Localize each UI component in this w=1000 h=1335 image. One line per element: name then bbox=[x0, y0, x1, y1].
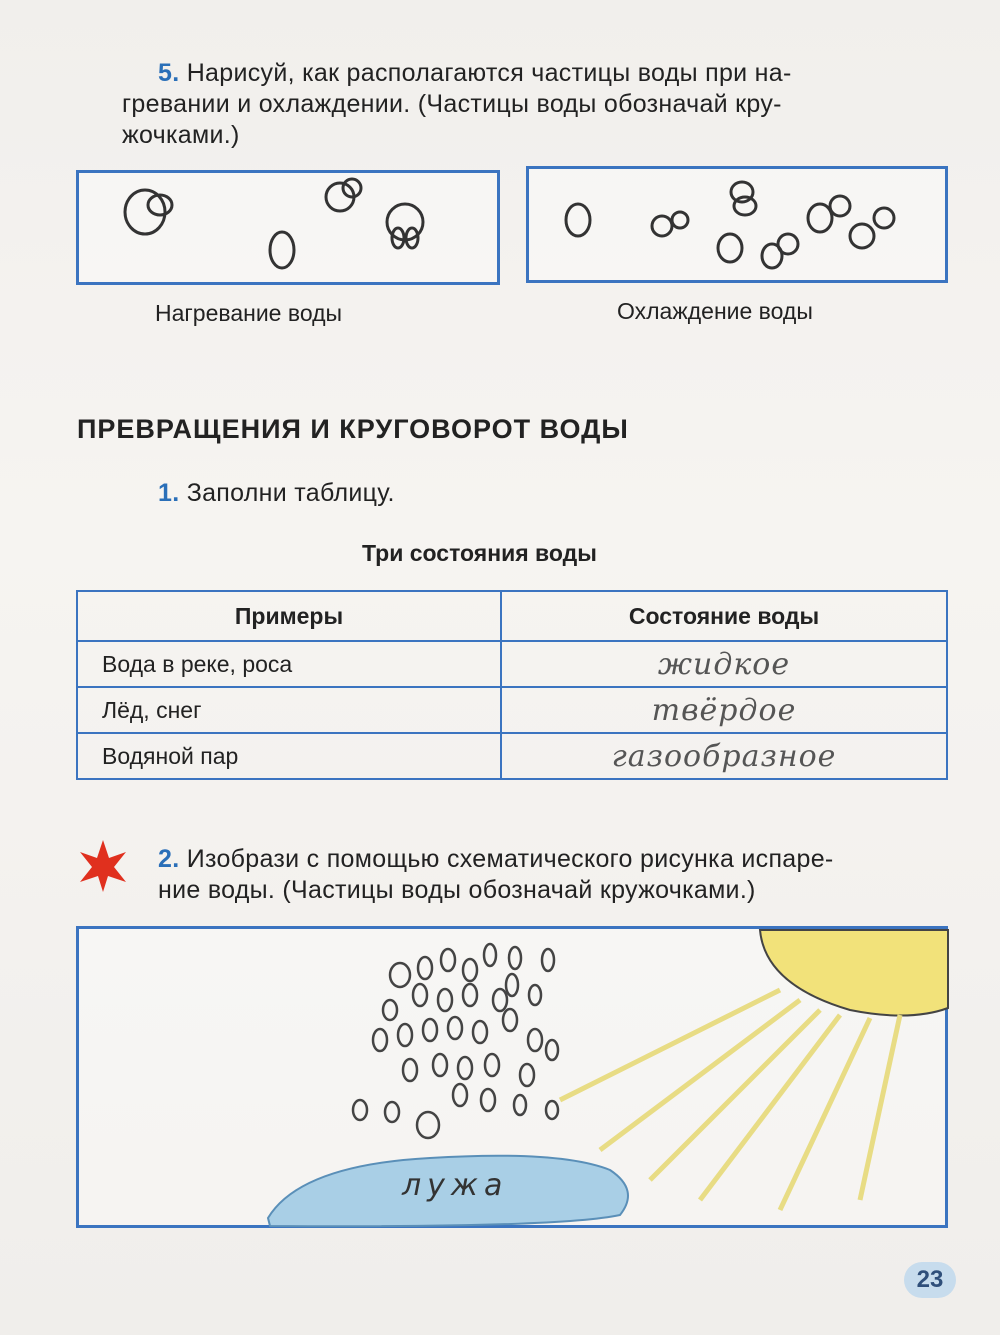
evaporation-particles bbox=[353, 944, 558, 1138]
page-number: 23 bbox=[904, 1262, 956, 1298]
task1-number: 1. bbox=[158, 479, 180, 507]
puddle-label: лужа bbox=[402, 1168, 509, 1203]
task5-line2: гревании и охлаждении. (Частицы воды обозначай кру- bbox=[122, 90, 782, 118]
task2-line1: 2. Изобрази с помощью схематического рисунка испаре- bbox=[158, 845, 834, 873]
task5-line1: 5. Нарисуй, как располагаются частицы воды при на- bbox=[158, 59, 792, 87]
example-cell: Лёд, снег bbox=[77, 687, 501, 733]
sun-drawing bbox=[760, 930, 948, 1016]
task5-number: 5. bbox=[158, 59, 180, 87]
cooling-particles-sketch bbox=[566, 182, 894, 268]
column-header-examples: Примеры bbox=[77, 591, 501, 641]
column-header-state: Состояние воды bbox=[501, 591, 947, 641]
task2-line2: ние воды. (Частицы воды обозначай кружочками.) bbox=[158, 876, 756, 904]
heating-caption: Нагревание воды bbox=[155, 300, 343, 326]
heating-particles-sketch bbox=[125, 179, 423, 268]
section-heading: ПРЕВРАЩЕНИЯ И КРУГОВОРОТ ВОДЫ bbox=[77, 414, 629, 444]
cooling-caption: Охлаждение воды bbox=[617, 298, 813, 324]
task1-instruction: 1. Заполни таблицу. bbox=[158, 479, 395, 507]
table-title: Три состояния воды bbox=[362, 540, 597, 566]
state-answer-cell[interactable]: газообразное bbox=[501, 733, 947, 779]
task5-line3: жочками.) bbox=[122, 121, 240, 149]
state-answer-cell[interactable]: жидкое bbox=[501, 641, 947, 687]
example-cell: Вода в реке, роса bbox=[77, 641, 501, 687]
example-cell: Водяной пар bbox=[77, 733, 501, 779]
task2-number: 2. bbox=[158, 845, 180, 873]
state-answer-cell[interactable]: твёрдое bbox=[501, 687, 947, 733]
